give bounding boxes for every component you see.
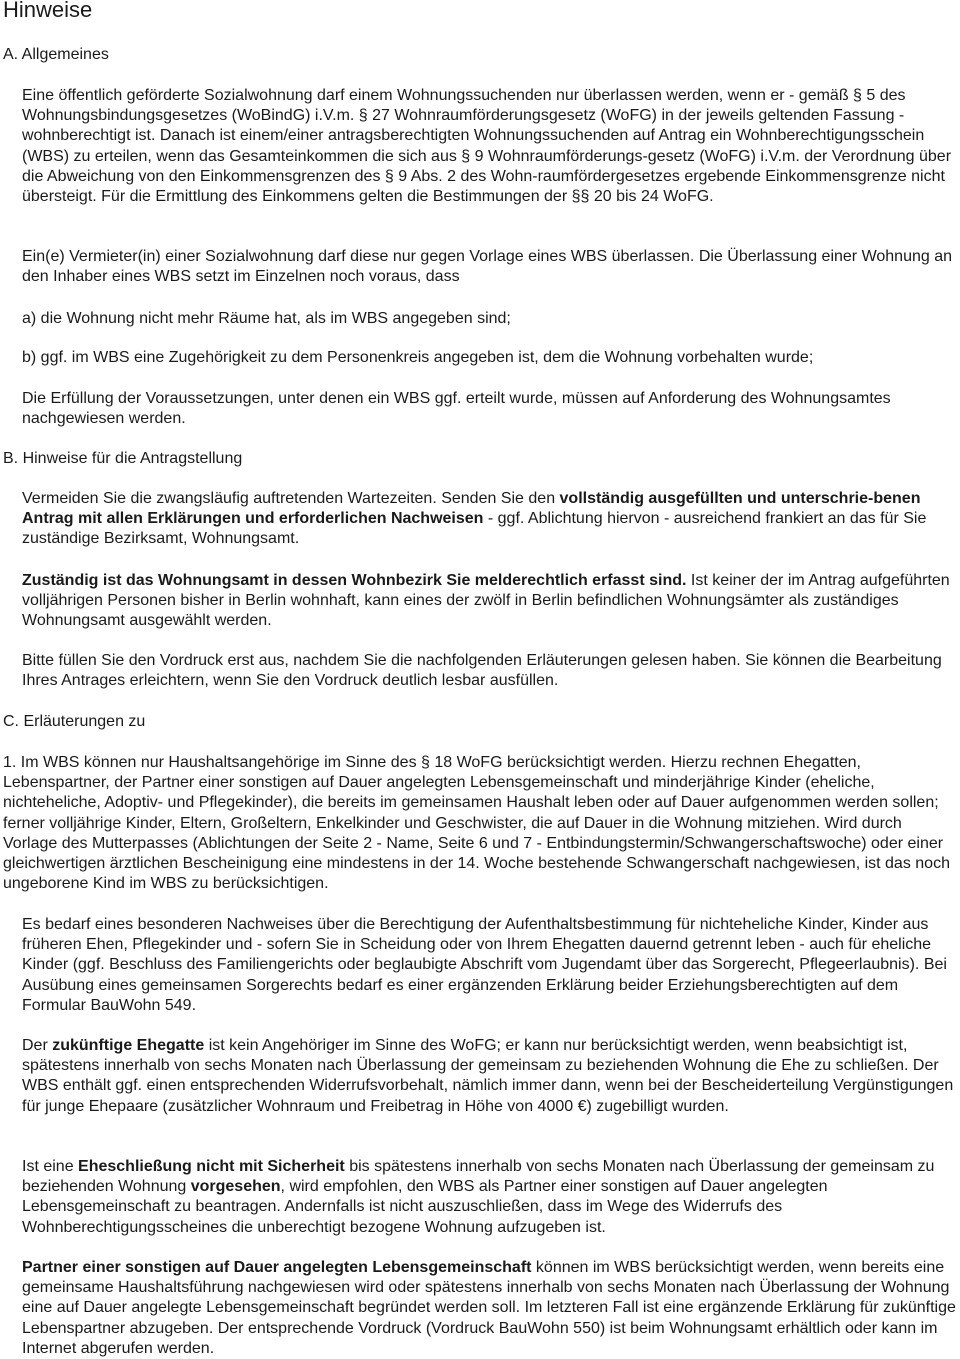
section-b-heading: B. Hinweise für die Antragstellung	[3, 450, 243, 467]
section-c-paragraph-3	[22, 1036, 958, 1117]
section-a-item-b: b) ggf. im WBS eine Zugehörigkeit zu dem Personenkreis angegeben ist, dem die Wohnung vorbehalten wurde;	[22, 349, 814, 366]
section-c-paragraph-2: Es bedarf eines besonderen Nachweises über die Berechtigung der Aufenthaltsbestimmung für nichteheliche Kinder, Kinder aus früheren Ehen, Pflegekinder und - sofern Sie in Scheidung oder von Ihrem Ehegatten dauernd getrennt leben - auch für eheliche Kinder (ggf. Beschluss des Familiengerichts oder beglaubigte Abschrift vom Jugendamt über das Sorgerecht, Pflegeerlaubnis). Bei Ausübung eines gemeinsamen Sorgerechts bedarf es einer ergänzenden Erklärung beider Erziehungsberechtigten auf dem Formular BauWohn 549.	[22, 916, 947, 1014]
section-a-paragraph-1: Eine öffentlich geförderte Sozialwohnung darf einem Wohnungssuchenden nur überlassen werden, wenn er - gemäß § 5 des Wohnungsbindungsgesetzes (WoBindG) i.V.m. § 27 Wohnraumförderungsgesetz (WoFG) in der jeweils geltenden Fassung - wohnberechtigt ist. Danach ist einem/einer antragsberechtigten Wohnungssuchenden auf Antrag ein Wohnberechtigungsschein (WBS) zu erteilen, wenn das Gesamteinkommen die sich aus § 9 Wohnraumförderungs-gesetz (WoFG) i.V.m. der Verordnung über die Abweichung von den Einkommensgrenzen des § 9 Abs. 2 des Wohn-raumfördergesetzes ergebende Einkommensgrenze nicht übersteigt. Für die Ermittlung des Einkommens gelten die Bestimmungen der §§ 20 bis 24 WoFG.	[22, 87, 952, 206]
section-c-paragraph-5	[22, 1258, 958, 1359]
text-span: Ist keiner der im Antrag aufgeführten volljährigen Personen bisher in Berlin wohnhaft, kann eines der zwölf in Berlin befindlichen Wohnungsämter als zuständiges Wohnungsamt ausgewählt werden.	[22, 572, 950, 630]
bold-span: Eheschließung nicht mit Sicherheit	[78, 1158, 345, 1175]
text-span: bis spätestens innerhalb von sechs Monaten nach Überlassung der gemeinsam zu beziehenden Wohnung	[22, 1158, 935, 1196]
bold-span: Partner einer sonstigen auf Dauer angelegten Lebensgemeinschaft	[22, 1259, 532, 1276]
text-span: können im WBS berücksichtigt werden, wenn bereits eine gemeinsame Haushaltsführung nachgewiesen wird oder spätestens innerhalb von sechs Monaten nach Überlassung der Wohnung eine auf Dauer angelegte Lebensgemeinschaft begründet werden soll. Im letzteren Fall ist eine ergänzende Erklärung für zukünftige Lebenspartner abzugeben. Der entsprechende Vordruck (Vordruck BauWohn 550) ist beim Wohnungsamt erhältlich oder kann im Internet abgerufen werden.	[22, 1259, 956, 1357]
text-span: - ggf. Ablichtung hiervon - ausreichend frankiert an das für Sie zuständige Bezirksamt, Wohnungsamt.	[22, 510, 927, 548]
bold-span: Zuständig ist das Wohnungsamt in dessen Wohnbezirk Sie melderechtlich erfasst sind.	[22, 572, 687, 589]
bold-span: vorgesehen	[190, 1178, 281, 1196]
text-span: Der	[22, 1037, 53, 1054]
bold-span: vollständig ausgefüllten und unterschrie-benen Antrag mit allen Erklärungen und erforderlichen Nachweisen	[22, 490, 921, 528]
section-b-paragraph-3: Bitte füllen Sie den Vordruck erst aus, nachdem Sie die nachfolgenden Erläuterungen gelesen haben. Sie können die Bearbeitung Ihres Antrages erleichtern, wenn Sie den Vordruck deutlich lesbar ausfüllen.	[22, 652, 942, 690]
text-span: , wird empfohlen, den WBS als Partner einer sonstigen auf Dauer angelegten Lebensgemeinschaft zu beantragen. Andernfalls ist nicht auszuschließen, dass im Wege des Widerrufs des Wohnberechtigungsscheines die unberechtigt bezogene Wohnung aufzugeben ist.	[22, 1178, 828, 1236]
bold-span: zukünftige Ehegatte	[52, 1037, 205, 1054]
section-c-paragraph-4	[22, 1157, 958, 1238]
text-span: Ist eine	[22, 1158, 79, 1175]
section-a-item-a: a) die Wohnung nicht mehr Räume hat, als im WBS angegeben sind;	[22, 310, 511, 327]
section-c-item-1: 1. Im WBS können nur Haushaltsangehörige im Sinne des § 18 WoFG berücksichtigt werden. Hierzu rechnen Ehegatten, Lebenspartner, der Partner einer sonstigen auf Dauer angelegten Lebensgemeinschaft und minderjährige Kinder (eheliche, nichteheliche, Adoptiv- und Pflegekinder), die bereits im gemeinsamen Haushalt leben oder auf Dauer aufgenommen werden sollen; ferner volljährige Kinder, Eltern, Großeltern, Enkelkinder und Geschwister, die auf Dauer in die Wohnung mitziehen. Wird durch Vorlage des Mutterpasses (Ablichtungen der Seite 2 - Name, Seite 6 und 7 - Entbindungstermin/Schwangerschaftswoche) oder einer gleichwertigen ärztlichen Bescheinigung eine mindestens in der 14. Woche bestehende Schwangerschaft nachgewiesen, ist das noch ungeborene Kind im WBS zu berücksichtigen.	[3, 754, 950, 893]
page-title: Hinweise	[3, 0, 93, 22]
text-span: ist kein Angehöriger im Sinne des WoFG; er kann nur berücksichtigt werden, wenn beabsichtigt ist, spätestens innerhalb von sechs Monaten nach Überlassung der gemeinsam zu beziehenden Wohnung die Ehe zu schließen. Der WBS enthält ggf. einen entsprechenden Widerrufsvorbehalt, nämlich immer dann, wenn bei der Bescheiderteilung Vergünstigungen für junge Ehepaare (zusätzlicher Wohnraum und Freibetrag in Höhe von 4000 €) zugebilligt wurden.	[22, 1037, 954, 1115]
section-a-paragraph-2: Ein(e) Vermieter(in) einer Sozialwohnung darf diese nur gegen Vorlage eines WBS überlassen. Die Überlassung einer Wohnung an den Inhaber eines WBS setzt im Einzelnen noch voraus, dass	[22, 248, 953, 286]
section-b-paragraph-2	[22, 571, 958, 632]
section-b-paragraph-1	[22, 489, 958, 550]
section-a-paragraph-3: Die Erfüllung der Voraussetzungen, unter denen ein WBS ggf. erteilt wurde, müssen auf Anforderung des Wohnungsamtes nachgewiesen werden.	[22, 390, 891, 428]
section-a-heading: A. Allgemeines	[3, 46, 109, 63]
section-c-heading: C. Erläuterungen zu	[3, 713, 146, 730]
text-span: Vermeiden Sie die zwangsläufig auftretenden Wartezeiten. Senden Sie den	[22, 490, 560, 507]
